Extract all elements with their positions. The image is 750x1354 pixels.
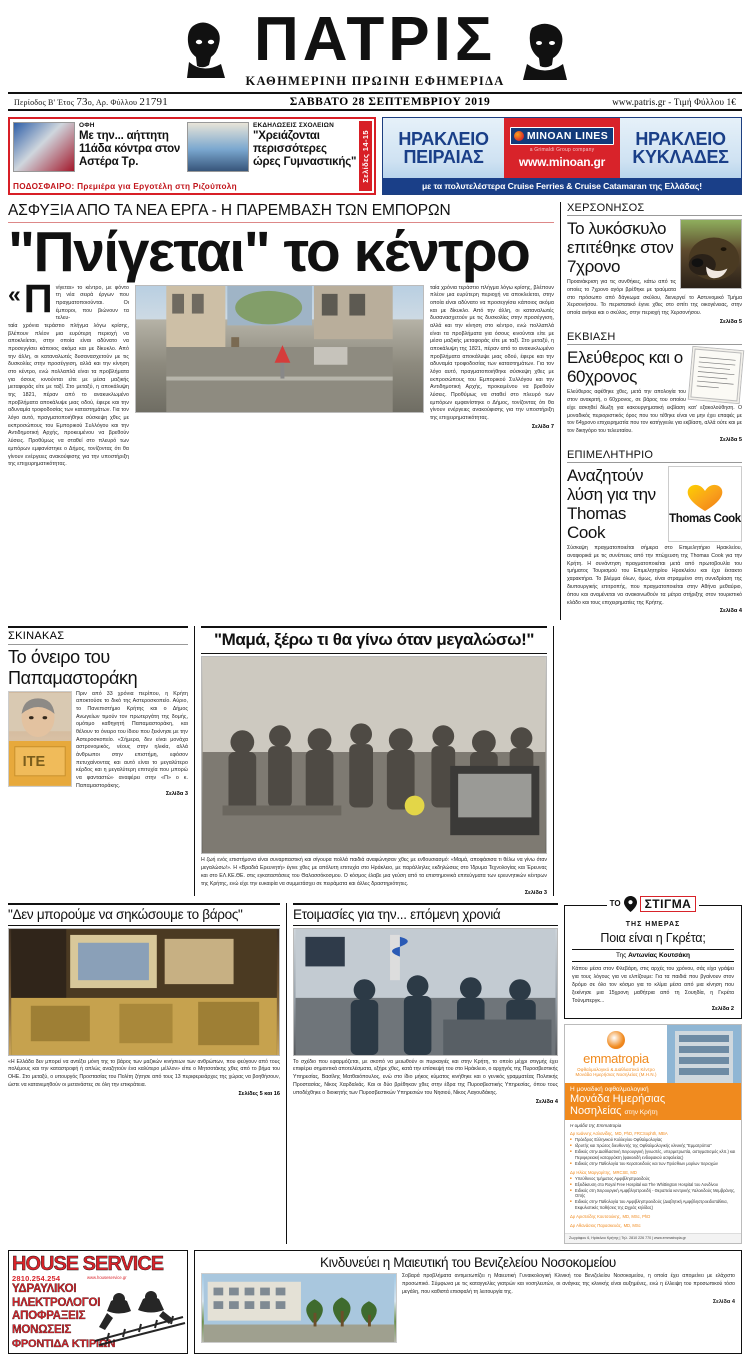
emmatropia-doctor-2-name: Δρ Ηλίας Μαργαρίτης,	[570, 1169, 612, 1175]
house-service-item: ΥΔΡΑΥΛΙΚΟΙ	[12, 1283, 77, 1296]
emmatropia-logo-block	[565, 1025, 667, 1083]
minoan-route-right-line1: ΗΡΑΚΛΕΙΟ	[635, 129, 726, 149]
emmatropia-doctor-4-credentials: MD, MSc	[623, 1223, 641, 1229]
emmatropia-doctor-4-name: Δρ Αθανάσιος Παρασκευάς,	[570, 1223, 622, 1229]
hospital-body-row	[201, 1273, 735, 1343]
blackmail-flow	[567, 348, 742, 443]
skinakas-headline: Το όνειρο του Παπαμαστοράκη	[8, 647, 138, 688]
court-document-photo	[688, 346, 745, 404]
issue-mid: ο, Αρ. Φύλλου	[87, 97, 138, 107]
emmatropia-doctor-2-item: ■ Εξειδίκευση στο Royal Free Hospital και The Whittington Hospital του Λονδίνου	[570, 1182, 736, 1188]
skinakas-page-ref[interactable]: Σελίδα 3	[165, 791, 188, 798]
emmatropia-doctor-list	[565, 1120, 741, 1233]
thomas-cook-logo-box	[668, 466, 742, 542]
house-service-tagline: ΦΡΟΝΤΙΔΑ ΚΤΙΡΙΩΝ	[12, 1337, 116, 1350]
emmatropia-doctor-2-item: ■ Ειδικός στην Παθολογία του Αμφιβληστροειδούς (Διαβητική Αμφιβληστροειδοπάθεια, Εκφυλιστικές παθήσεις της Ωχράς κηλίδας)	[570, 1199, 736, 1211]
emmatropia-band-line3	[570, 1105, 736, 1117]
fire-service-page-ref[interactable]: Σελίδα 4	[535, 1098, 558, 1105]
top-promo-row	[8, 117, 742, 195]
minoan-lines-ad[interactable]	[382, 117, 742, 195]
sports-headline-1: Με την... αήττητη 11άδα κόντρα στον Αστέρα Τρ.	[79, 130, 181, 168]
stigma-body: Κάπου μέσα στον Φλεβάρη, στις αρχές του χρόνου, σάς είχα γράψει για τους λόγους για να ελπίζουμε: Για τα παιδιά που βγαίνουν στον δρόμο σε όλο τον κόσμο για το κλίμα μέσα από μια κίνηση που ξεκίνησε μια 15χρονη μαθήτρια από τη Σουηδία, η Γκρέτα Τούνμπεργκ...	[572, 965, 734, 1004]
worker-on-roof-icon	[93, 1283, 185, 1345]
stigma-label-to: ΤΟ	[609, 899, 621, 909]
minoan-route-left-line1: ΗΡΑΚΛΕΙΟ	[398, 129, 489, 149]
publication-date: ΣΑΒΒΑΤΟ 28 ΣΕΠΤΕΜΒΡΙΟΥ 2019	[289, 95, 491, 108]
issue-info-bar	[8, 92, 742, 111]
minoan-route-left-line2: ΠΕΙΡΑΙΑΣ	[403, 147, 484, 167]
un-speech-body: «Η Ελλάδα δεν μπορεί να αντέξει μόνη της το βάρος των μαζικών κινήσεων των ανθρώπων, που φεύγουν από τους πολέμους και την καταστροφή ή απλώς αναζητούν ένα καλύτερο μέλλον» είπε ο Μητσοτάκης χθες από το βήμα του ΟΗΕ. Στο μεταξύ, ο υπουργός Προστασίας του Πολίτη ζήτησε από τους 13 περιφερειάρχες της χώρας να βοηθήσουν, ώστε να κατανεμηθούν οι μετανάστες σε όλη την επικράτεια.	[8, 1058, 280, 1088]
minoan-route-left	[383, 118, 504, 178]
dog-story-page-ref[interactable]: Σελίδα 5	[719, 319, 742, 326]
skinakas-body: Πριν από 33 χρόνια περίπου, η Κρήτη αποκτούσε το δικό της Αστεροσκοπείο. Αύριο, το Πανεπιστήμιο Κρήτης και ο Δήμος Ανωγείων τιμούν τον πρωτεργάτη της δομής, ομότιμο καθηγητή Παπαμαστοράκη, και θέλουν το όνειρο του ίδιου που ξεκίνησε με την Αστεροσκοπείο. «Σήμερα, δεν είναι μονάχα αστρονομικός, νέους στην ηλικία, αλλά άνθρωποι στην επιστήμη, εφόσον πετυχαίνοντας και αυτό είναι το μεγαλύτερο κέρδος και η μεγαλύτερη επιτυχία που μπορώ να φανταστώ» αναφέρει στην «Π» ο κ. Παπαμαστοράκης.	[76, 690, 188, 789]
dog-story-headline: Το λυκόσκυλο επιτέθηκε στον 7χρονο	[567, 219, 674, 277]
masthead-center	[245, 5, 505, 89]
researcher-headline: "Μαμά, ξέρω τι θα γίνω όταν μεγαλώσω!"	[201, 626, 547, 654]
mid-right-spacer	[560, 626, 742, 895]
hospital-story[interactable]	[194, 1250, 742, 1354]
sports-kicker-2: ΕΚΔΗΛΩΣΕΙΣ ΣΧΟΛΕΙΩΝ	[253, 122, 334, 129]
minoan-ad-top	[383, 118, 741, 178]
issue-price: - Τιμή Φύλλου 1€	[668, 96, 736, 107]
issue-prefix: Περίοδος Β' Έτος	[14, 97, 75, 107]
emmatropia-doctor-3	[570, 1214, 736, 1220]
emmatropia-building-photo	[667, 1025, 741, 1083]
emmatropia-doctor-3-credentials: MD, MSc, PhD	[622, 1214, 651, 1220]
dog-story-body: Προανάκριση για τις συνθήκες, κάτω από τις οποίες το 7χρονο αγόρι βρέθηκε με τραύματα στο πρόσωπο από δάγκωμα σκύλου, διενεργεί το Αστυνομικό Τμήμα Χερσονήσου. Το περιστατικό έγινε χθες στο σπίτι της οικογένειας, στην οποία ανήκει και ο σκύλος, στην περιοχή της Χερσονήσου.	[567, 279, 742, 317]
dog-photo	[680, 219, 742, 289]
newspaper-title: ΠΑΤΡΙΣ	[253, 5, 497, 75]
lead-text-column-2	[430, 285, 554, 469]
house-service-item: ΑΠΟΦΡΑΞΕΙΣ	[12, 1310, 86, 1323]
skinakas-story[interactable]	[8, 626, 188, 895]
un-speech-page-ref[interactable]: Σελίδες 5 και 16	[238, 1090, 280, 1097]
minoan-group-line: a Grimaldi Group company	[529, 147, 595, 153]
issue-year: 73	[76, 95, 88, 108]
emmatropia-band-line2: Μονάδα Ημερήσιας	[570, 1092, 666, 1105]
sports-pages-label: Σελίδες 14-15	[361, 129, 370, 183]
stigma-page-ref[interactable]: Σελίδα 2	[711, 1005, 734, 1012]
website-url[interactable]: www.patris.gr	[612, 96, 666, 107]
emmatropia-sub2: Μονάδα Ημερήσιας Νοσηλείας (Μ.Η.Ν.)	[575, 1071, 657, 1077]
stigma-label-day: ΤΗΣ ΗΜΕΡΑΣ	[625, 920, 681, 928]
newspaper-subtitle: ΚΑΘΗΜΕΡΙΝΗ ΠΡΩΙΝΗ ΕΦΗΜΕΡΙΔΑ	[245, 74, 505, 89]
minoan-logo: MINOAN LINES	[510, 127, 614, 145]
lead-kicker: ΑΣΦΥΞΙΑ ΑΠΟ ΤΑ ΝΕΑ ΕΡΓΑ - Η ΠΑΡΕΜΒΑΣΗ ΤΩΝ ΕΜΠΟΡΩΝ	[8, 202, 554, 223]
chamber-thomas-cook-story[interactable]	[567, 449, 742, 615]
emmatropia-doctor-2-item: ■ Υπεύθυνος τμήματος Αμφιβληστροειδούς	[570, 1176, 736, 1182]
right-bottom-strip	[564, 896, 742, 1245]
issue-number: 21791	[139, 95, 168, 108]
emmatropia-doctor-1-item: ■ Πρόεδρος Ελληνικού Κολλεγίου Οφθαλμολογίας	[570, 1137, 736, 1143]
minoan-strapline: με τα πολυτελέστερα Cruise Ferries & Cruise Catamaran της Ελλάδας!	[383, 178, 741, 194]
emmatropia-eye-icon	[607, 1031, 625, 1049]
lower-row	[8, 896, 742, 1245]
dropcap-row	[8, 276, 129, 323]
lead-text-column-1	[8, 276, 129, 469]
emmatropia-doctor-2-item: ■ Ειδικός στη Χειρουργική Αμφιβληστροειδή - Θεραπεία κεντρικής Υαλοειδούς Μεμβράνης, Οπής	[570, 1188, 736, 1200]
researcher-night-photo	[201, 656, 547, 854]
researcher-page-ref[interactable]: Σελίδα 3	[524, 889, 547, 896]
stigma-label-word: ΣΤΙΓΜΑ	[640, 896, 697, 912]
emmatropia-doctor-1-item: ■ Ειδικός στην Διαθλαστική Χειρουργική (γνωστές, υπερμετρωπία, αστιγματισμός κλπ.) και Περιφερειακή καταρράκτη (φακοειδή ενδοφακού ασφαλείας)	[570, 1149, 736, 1161]
hospital-text: Σοβαρά προβλήματα αντιμετωπίζει η Μαιευτική Γυναικολογική Κλινική του Βενιζελείου Νοσοκομείου, η οποία έχει απομείνει με ελάχιστο προσωπικό. Σύμφωνα με τις καταγγελίες γιατρών και νοσηλευτών, οι ανάγκες της κλινικής είναι αυξημένες, ενώ η έλλειψη του προσωπικού τόσο μεγάλη, που καθιστά επισφαλή τη λειτουργία της.	[402, 1273, 735, 1296]
chamber-body: Σύσκεψη πραγματοποιείται σήμερα στο Επιμελητήριο Ηρακλείου, αναφορικά με τις συνέπειες από την πτώχευση της Thomas Cook για την Κρήτη. Η συνάντηση πραγματοποιείται μετά από πρωτοβουλία του τμήματος Τουρισμού του Επιμελητηρίου Ηρακλείου και έχει έκτακτο χαρακτήρα. Το βλέμμα όλων, όμως, είναι στραμμένο στη συνεδρίαση της διυπουργικής επιτροπής, που πραγματοποιείται στην Αθήνα μεθαύριο, όπου και αναμένεται να ανακοινωθούν τα μέτρα στήριξης στον τουριστικό κλάδο και τους επιχειρηματίες της Κρήτης.	[567, 545, 742, 606]
chamber-flow	[567, 466, 742, 615]
blackmail-story[interactable]	[567, 331, 742, 443]
emmatropia-doctor-1-item: ■ Ιδρυτής και πρώτος διευθυντής της Οφθαλμολογικής κλινικής "Εμματρόπια"	[570, 1143, 736, 1149]
lead-page-reference[interactable]: Σελίδα 7	[531, 423, 554, 430]
bottom-row	[8, 1250, 742, 1354]
fire-service-body: Το σχέδιο που εφαρμόζεται, με σκοπό να μειωθούν οι πυρκαγιές και στην Κρήτη, το οποίο μέχρι στιγμής έχει επιφέρει σημαντικά αποτελέσματα, εξήρε χθες, κατά την επίσκεψή του στο Ηράκλειο, ο αρχηγός της Πυροσβεστικής Υπηρεσίας, Βασίλης Ματθαιόπουλος, ενώ στο ίδιο μήκος κύματος κινήθηκε και ο γενικός γραμματέας Πολιτικής Προστασίας, Νίκος Χαρδαλιάς. Και οι δύο βρέθηκαν χθες στην έδρα της Πυροσβεστικής Υπηρεσίας, όπου τους υποδέχθηκε ο διοικητής των Πυροσβεστικών Υπηρεσιών του Νησιού, Νίκος Λαγουδάκης.	[293, 1058, 558, 1096]
house-service-phone[interactable]: 2810.254.254	[12, 1274, 61, 1284]
emmatropia-doctor-1-credentials: MD, PhD, FRCSophth, MBA	[615, 1131, 668, 1137]
fire-service-story[interactable]	[286, 903, 558, 1245]
lead-story-column	[8, 202, 554, 620]
middle-row	[8, 626, 742, 895]
lead-headline: "Πνίγεται" το κέντρο	[8, 220, 530, 284]
blackmail-body: Ελεύθερος αφέθηκε χθες, μετά την απολογία του στον ανακριτή, ο 60χρονος, σε βάρος του οποίου είχε ασκηθεί δίωξη για κακουργηματική εκβίαση κατ' εξακολούθηση. Ο μοναδικός περιοριστικός όρος που του τέθηκε είναι να μην έχει επαφές με τον 64χρονο επιχειρηματία που τον κατήγγειλε για εκβίαση, αλλά ούτε και με τον δικηγόρο του τελευταίου.	[567, 389, 742, 435]
blackmail-kicker: ΕΚΒΙΑΣΗ	[567, 331, 742, 345]
chamber-kicker: ΕΠΙΜΕΛΗΤΗΡΙΟ	[567, 449, 742, 463]
dog-story-kicker: ΧΕΡΣΟΝΗΣΟΣ	[567, 202, 742, 216]
emmatropia-doctor-4	[570, 1223, 736, 1229]
sports-footer-line: ΠΟΔΟΣΦΑΙΡΟ: Πρεμιέρα για Εργοτέλη στη Ριζούπολη	[13, 182, 237, 191]
hospital-photo	[201, 1273, 397, 1343]
hospital-body-text	[402, 1273, 735, 1343]
emmatropia-name: emmatropia	[583, 1050, 649, 1066]
emmatropia-ad[interactable]	[564, 1024, 742, 1244]
chamber-headline: Αναζητούν λύση για την Thomas Cook	[567, 465, 656, 543]
blackmail-page-ref[interactable]: Σελίδα 5	[719, 436, 742, 443]
stigma-byline	[572, 949, 734, 962]
location-pin-icon	[624, 896, 637, 912]
issue-details	[14, 96, 168, 108]
researcher-night-story[interactable]	[194, 626, 554, 895]
house-service-ad[interactable]	[8, 1250, 188, 1354]
hospital-headline: Κινδυνεύει η Μαιευτική του Βενιζελείου Νοσοκομείου	[320, 1255, 616, 1271]
papamastorakis-photo	[8, 691, 72, 787]
emmatropia-doctor-1-name: Δρ Ιωάννης Ασλανίδης,	[570, 1131, 614, 1137]
sports-headline-2: "Χρειάζονται περισσότερες ώρες Γυμναστικής"	[253, 130, 357, 168]
stigma-author-name: Αντωνίας Κουτσάκη	[628, 951, 690, 959]
emmatropia-contact-footer: Ζωγράφου 6, Ηράκλειο Κρήτης | Τηλ. 2810 226 770 | www.emmatropia.gr	[565, 1233, 741, 1243]
sports-pages-tab	[359, 121, 372, 191]
lead-body	[8, 276, 554, 469]
un-speech-headline: "Δεν μπορούμε να σηκώσουμε το βάρος"	[8, 903, 280, 926]
editor-portrait-left-icon	[179, 18, 231, 80]
un-speech-story[interactable]	[8, 903, 280, 1245]
dog-attack-story[interactable]	[567, 202, 742, 325]
emmatropia-sub1: Οφθαλμολογικό & Διαθλαστικό Κέντρο	[577, 1066, 655, 1072]
sports-promo-item-1[interactable]	[13, 122, 183, 190]
lead-photo-city-center	[135, 285, 424, 413]
stigma-byline-prefix: Της	[616, 951, 627, 959]
minoan-brand-panel	[504, 118, 620, 178]
stigma-question: Ποια είναι η Γκρέτα;	[600, 930, 706, 945]
emmatropia-doctor-1-item: ■ Ειδικός στην Παθολογία του Κερατοειδούς και των Πρόσθιων μορίων περιοχών	[570, 1161, 736, 1167]
sports-promo-box[interactable]	[8, 117, 376, 195]
editor-portrait-right-icon	[519, 18, 571, 80]
sports-photo-1	[13, 122, 75, 172]
skinakas-kicker: ΣΚΙΝΑΚΑΣ	[8, 630, 65, 643]
blackmail-headline: Ελεύθερος και ο 60χρονος	[567, 348, 683, 387]
sports-text-1	[79, 122, 183, 190]
thomas-cook-logo	[668, 466, 742, 542]
emmatropia-band-line1: Η μοναδική οφθαλμολογική	[570, 1085, 649, 1093]
minoan-route-right	[620, 118, 741, 178]
hospital-page-ref[interactable]: Σελίδα 4	[712, 1298, 735, 1305]
fire-service-photo	[293, 928, 558, 1056]
thomas-cook-wordmark: Thomas Cook	[669, 513, 741, 526]
emmatropia-doctor-2-credentials: MRCSE, MD	[612, 1169, 637, 1175]
emmatropia-band-line3-main: Νοσηλείας	[570, 1105, 622, 1118]
lead-dropcap: Π	[23, 276, 53, 321]
house-service-title: HOUSE SERVICE	[12, 1253, 164, 1276]
house-service-item: ΗΛΕΚΤΡΟΛΟΓΟΙ	[12, 1296, 101, 1309]
masthead	[0, 0, 750, 92]
emmatropia-band-line3-small: στην Κρήτη	[624, 1109, 658, 1117]
emmatropia-doctor-3-name: Δρ Αριστείδης Κουτσούκης,	[570, 1214, 621, 1220]
emmatropia-banner	[565, 1083, 741, 1120]
dog-story-flow	[567, 219, 742, 325]
svg-text:ITE: ITE	[22, 753, 46, 770]
un-assembly-photo	[8, 928, 280, 1056]
emmatropia-list-header: Η ομάδα της Emmatropia	[570, 1123, 622, 1129]
lead-body-text-continued: ταία χρόνια τεράστιο πλήγμα λόγω κρίσης, βλέπουν πλέον μια ευρύτερη περιοχή να αποκλείεται, στην οποία είναι αδύνατο να προσεγγίσει κάποιος ακόμα και με δίκυκλο. Από την άλλη, οι καταναλωτές δυσανασχετούν με τις δυσκολίες στην προσέγγιση, αλλά και την κίνηση στο κέντρο, ενώ πολλαπλά είναι τα προβλήματα για όσους κινούνται είτε με μέσα μαζικής μεταφοράς είτε με ταξί. Στο μεταξύ, η αποκάλυψη της 1821, πέραν από το ανακυκλωμένο προβλήματα αποκάλυψε μιας οδού, έφερε και την αδυναμία τροφοδοσίας των καταστημάτων. Για τον λόγο αυτό, πραγματοποιήθηκε σύσκεψη χθες με εκπροσώπους του Εμπορικού Συλλόγου και την Αντιδημοτική Αρχής, προκειμένου να βρεθούν λύσεις. Προθύμως να σταθεί στο πλευρό των εμπόρων εμφανίστηκε ο Δήμος, τονίζοντας ότι θα γίνουν ενέργειες ανακούφισης για την υποστήριξη της επιχειρηματικότητας.	[430, 284, 554, 422]
minoan-route-right-line2: ΚΥΚΛΑΔΕΣ	[632, 147, 729, 167]
sports-promo-item-2[interactable]	[187, 122, 357, 190]
emmatropia-header	[565, 1025, 741, 1083]
stigma-of-the-day-box[interactable]	[564, 896, 742, 1019]
stigma-badge	[565, 896, 741, 912]
skinakas-kicker-wrap	[8, 626, 188, 645]
thomas-cook-heart-icon	[684, 482, 726, 512]
main-content-grid	[8, 202, 742, 620]
website-and-price	[612, 97, 736, 107]
house-service-item: ΜΟΝΩΣΕΙΣ	[12, 1323, 72, 1336]
right-rail	[560, 202, 742, 620]
sports-kicker-1: ΟΦΗ	[79, 122, 95, 129]
researcher-caption: Η ζωή ενός επιστήμονα είναι συναρπαστική και σίγουρα πολλά παιδιά αναφώνησαν χθες με ενθουσιασμό: «Μαμά, αποφάσισα τι θέλω να γίνω όταν μεγαλώσω!». Η «Βραδιά Ερευνητή» έγινε χθες με απόλυτη επιτυχία στο Ηράκλειο, με παράλληλες εκδηλώσεις στο Ίδρυμα Τεχνολογίας και Έρευνας και στο ΕΛ.ΚΕ.ΘΕ. στις εγκαταστάσεις του Θαλασσόκοσμου. Ο κόσμος έλαβε μια γεύση από τα επιστημονικά επιτεύγματα των ερευνητικών κέντρων της Κρήτης, ενώ είχε την ευκαιρία να συμμετάσχει σε πειράματα και άλλες δραστηριότητες.	[201, 857, 547, 887]
school-event-photo	[187, 122, 249, 172]
open-quote-mark: «	[8, 280, 21, 307]
lead-intro-text: νίγεται» το κέντρο, με φόντο τη νέα σειρά έργων που πραγματοποιούνται. Οι έμποροι, που βιώνουν τα τελευ-	[55, 284, 129, 322]
chamber-page-ref[interactable]: Σελίδα 4	[719, 608, 742, 615]
sports-text-2	[253, 122, 357, 190]
skinakas-flow	[8, 691, 188, 798]
lead-body-text: ταία χρόνια τεράστιο πλήγμα λόγω κρίσης, βλέπουν πλέον μια ευρύτερη περιοχή να αποκλείεται, στην οποία είναι αδύνατο να προσεγγίσει κάποιος ακόμα και με δίκυκλο. Από την άλλη, οι καταναλωτές δυσανασχετούν με τις δυσκολίες στην προσέγγιση, αλλά και την κίνηση στο κέντρο, ενώ πολλαπλά είναι τα προβλήματα για όσους κινούνται είτε με μέσα μαζικής μεταφοράς είτε με ταξί. Στο μεταξύ, η αποκάλυψη της 1821, πέραν από το ανακυκλωμένο προβλήματα αποκάλυψε μιας οδού, έφερε και την αδυναμία τροφοδοσίας των καταστημάτων. Για τον λόγο αυτό, πραγματοποιήθηκε σύσκεψη χθες με εκπροσώπους του Εμπορικού Συλλόγου και την Αντιδημοτική Αρχής, προκειμένου να βρεθούν λύσεις. Προθύμως να σταθεί στο πλευρό των εμπόρων εμφανίστηκε ο Δήμος, τονίζοντας ότι θα γίνουν ενέργειες ανακούφισης για την υποστήριξη της επιχειρηματικότητας.	[8, 323, 129, 468]
house-service-website[interactable]: www.houseservice.gr	[87, 1275, 127, 1281]
minoan-url[interactable]: www.minoan.gr	[518, 155, 606, 169]
fire-service-headline: Ετοιμασίες για την... επόμενη χρονιά	[293, 903, 558, 926]
